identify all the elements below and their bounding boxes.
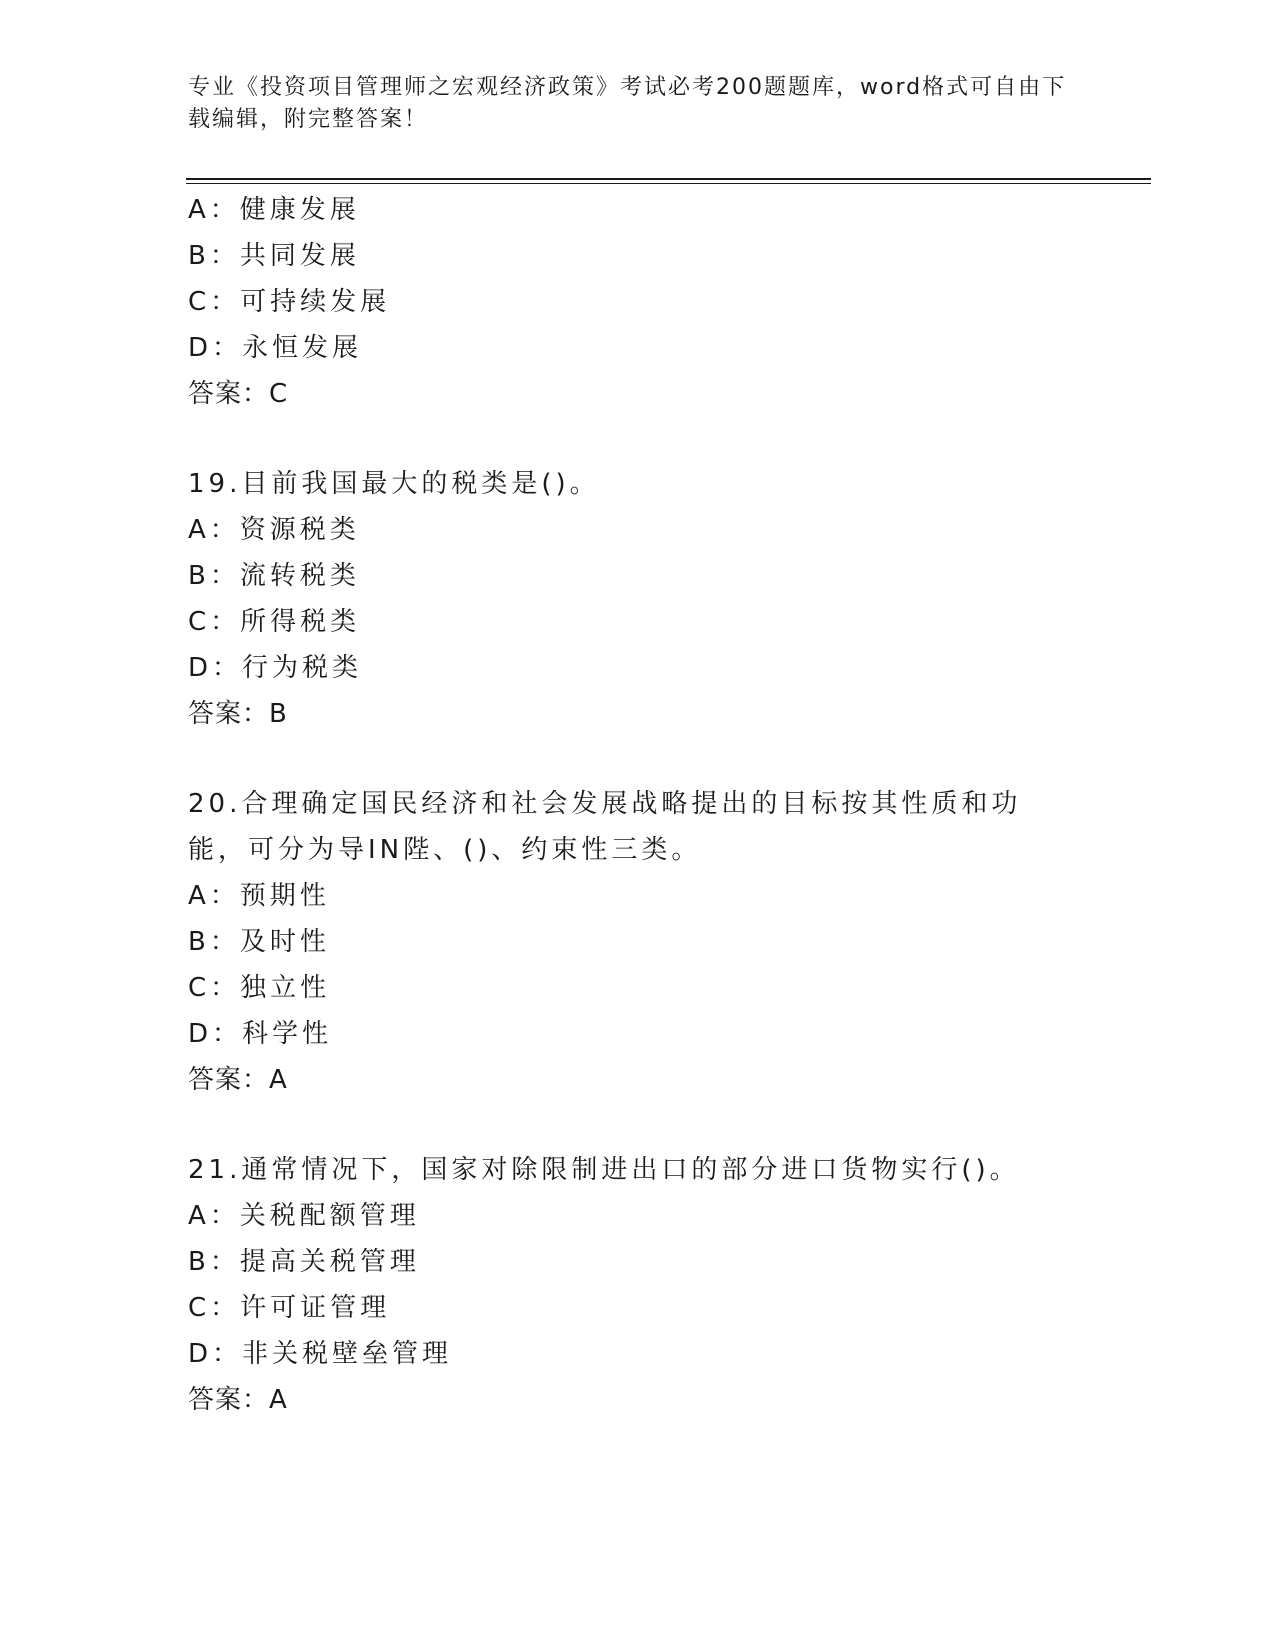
document-header: 专业《投资项目管理师之宏观经济政策》考试必考200题题库，word格式可自由下载编辑，附完整答案！ bbox=[188, 75, 1067, 132]
option-c: C：独立性 bbox=[188, 973, 331, 1003]
question-block-21 bbox=[188, 1147, 1088, 1423]
question-block-19 bbox=[188, 461, 1088, 737]
header-rule-thick bbox=[186, 178, 1151, 180]
option-a: A：关税配额管理 bbox=[188, 1201, 420, 1231]
option-b: B：提高关税管理 bbox=[188, 1247, 420, 1277]
option-b: B：共同发展 bbox=[188, 241, 360, 271]
option-a: A：健康发展 bbox=[188, 195, 360, 225]
question-block-20 bbox=[188, 781, 1088, 1103]
question-block-prev bbox=[188, 187, 1088, 417]
option-b: B：及时性 bbox=[188, 927, 330, 957]
answer-line: 答案：A bbox=[188, 1065, 288, 1095]
option-d: D：永恒发展 bbox=[188, 333, 363, 363]
answer-line: 答案：A bbox=[188, 1385, 288, 1415]
question-text: 19.目前我国最大的税类是()。 bbox=[188, 469, 600, 499]
question-list bbox=[188, 187, 1088, 1423]
question-text: 21.通常情况下，国家对除限制进出口的部分进口货物实行()。 bbox=[188, 1155, 1020, 1185]
option-a: A：预期性 bbox=[188, 881, 330, 911]
option-b: B：流转税类 bbox=[188, 561, 360, 591]
option-d: D：行为税类 bbox=[188, 653, 363, 683]
answer-line: 答案：C bbox=[188, 379, 289, 409]
answer-line: 答案：B bbox=[188, 699, 288, 729]
option-a: A：资源税类 bbox=[188, 515, 360, 545]
option-c: C：可持续发展 bbox=[188, 287, 391, 317]
question-text: 20.合理确定国民经济和社会发展战略提出的目标按其性质和功能，可分为导IN陛、()、约束性三类。 bbox=[188, 789, 1022, 865]
option-d: D：非关税壁垒管理 bbox=[188, 1339, 453, 1369]
option-c: C：许可证管理 bbox=[188, 1293, 391, 1323]
option-c: C：所得税类 bbox=[188, 607, 361, 637]
header-rule-thin bbox=[186, 183, 1151, 184]
option-d: D：科学性 bbox=[188, 1019, 333, 1049]
